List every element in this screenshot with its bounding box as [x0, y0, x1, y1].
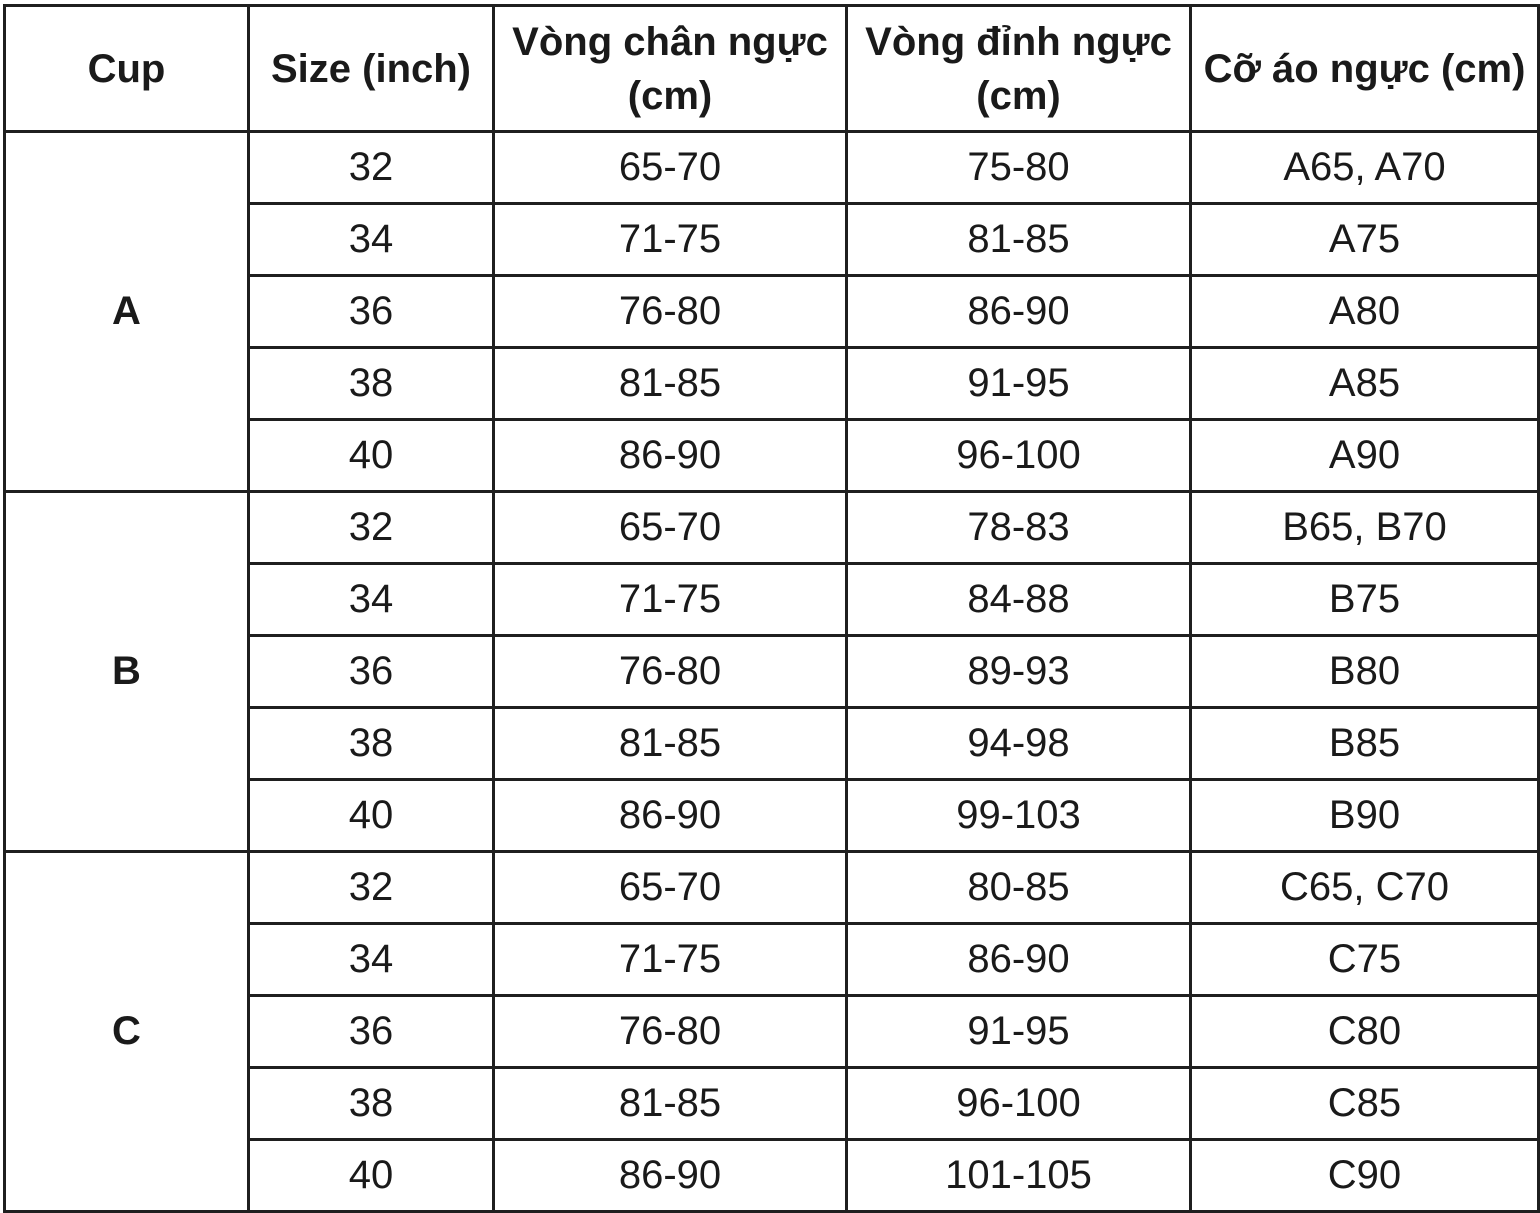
bra-size-cell: B80 — [1191, 636, 1539, 708]
size-cell: 40 — [249, 420, 494, 492]
size-cell: 34 — [249, 564, 494, 636]
bra-size-cell: C90 — [1191, 1140, 1539, 1212]
size-cell: 36 — [249, 996, 494, 1068]
bust-cell: 75-80 — [847, 132, 1191, 204]
size-cell: 40 — [249, 1140, 494, 1212]
bra-size-cell: A65, A70 — [1191, 132, 1539, 204]
bust-cell: 96-100 — [847, 420, 1191, 492]
size-cell: 38 — [249, 708, 494, 780]
header-underbust-line2: (cm) — [627, 73, 713, 118]
size-cell: 32 — [249, 132, 494, 204]
header-bust — [847, 6, 1191, 132]
underbust-cell: 65-70 — [494, 852, 847, 924]
size-cell: 32 — [249, 852, 494, 924]
bra-size-cell: A80 — [1191, 276, 1539, 348]
bra-size-cell: C85 — [1191, 1068, 1539, 1140]
size-cell: 36 — [249, 636, 494, 708]
size-cell: 34 — [249, 204, 494, 276]
bust-cell: 89-93 — [847, 636, 1191, 708]
table-header — [5, 6, 1539, 132]
size-cell: 40 — [249, 780, 494, 852]
underbust-cell: 71-75 — [494, 564, 847, 636]
cup-cell: B — [5, 492, 249, 852]
bra-size-table — [3, 4, 1540, 1213]
header-cup: Cup — [5, 6, 249, 132]
underbust-cell: 71-75 — [494, 924, 847, 996]
bust-cell: 80-85 — [847, 852, 1191, 924]
size-cell: 32 — [249, 492, 494, 564]
header-underbust-line1: Vòng chân ngực — [512, 19, 828, 64]
bra-size-cell: C80 — [1191, 996, 1539, 1068]
underbust-cell: 76-80 — [494, 636, 847, 708]
bra-size-cell: A90 — [1191, 420, 1539, 492]
bust-cell: 94-98 — [847, 708, 1191, 780]
bra-size-cell: C75 — [1191, 924, 1539, 996]
bra-size-cell: B85 — [1191, 708, 1539, 780]
bust-cell: 96-100 — [847, 1068, 1191, 1140]
underbust-cell: 86-90 — [494, 1140, 847, 1212]
bra-size-cell: B90 — [1191, 780, 1539, 852]
underbust-cell: 81-85 — [494, 708, 847, 780]
size-cell: 34 — [249, 924, 494, 996]
bust-cell: 99-103 — [847, 780, 1191, 852]
bust-cell: 101-105 — [847, 1140, 1191, 1212]
bra-size-cell: C65, C70 — [1191, 852, 1539, 924]
bust-cell: 91-95 — [847, 348, 1191, 420]
bust-cell: 84-88 — [847, 564, 1191, 636]
header-bust-line2: (cm) — [976, 73, 1061, 118]
underbust-cell: 65-70 — [494, 492, 847, 564]
bra-size-cell: A85 — [1191, 348, 1539, 420]
bra-size-cell: B65, B70 — [1191, 492, 1539, 564]
bust-cell: 86-90 — [847, 924, 1191, 996]
cup-cell: A — [5, 132, 249, 492]
underbust-cell: 76-80 — [494, 996, 847, 1068]
bust-cell: 86-90 — [847, 276, 1191, 348]
table-row — [5, 132, 1539, 204]
bust-cell: 81-85 — [847, 204, 1191, 276]
table-body — [5, 132, 1539, 1212]
size-cell: 38 — [249, 348, 494, 420]
bust-cell: 78-83 — [847, 492, 1191, 564]
header-row — [5, 6, 1539, 132]
bra-size-cell: B75 — [1191, 564, 1539, 636]
header-bra-size: Cỡ áo ngực (cm) — [1191, 6, 1539, 132]
cup-cell: C — [5, 852, 249, 1212]
underbust-cell: 81-85 — [494, 348, 847, 420]
underbust-cell: 81-85 — [494, 1068, 847, 1140]
underbust-cell: 76-80 — [494, 276, 847, 348]
header-bust-line1: Vòng đỉnh ngực — [865, 19, 1172, 64]
underbust-cell: 86-90 — [494, 780, 847, 852]
header-underbust — [494, 6, 847, 132]
bra-size-cell: A75 — [1191, 204, 1539, 276]
size-cell: 38 — [249, 1068, 494, 1140]
table-row — [5, 852, 1539, 924]
underbust-cell: 65-70 — [494, 132, 847, 204]
header-size: Size (inch) — [249, 6, 494, 132]
underbust-cell: 86-90 — [494, 420, 847, 492]
underbust-cell: 71-75 — [494, 204, 847, 276]
table-row — [5, 492, 1539, 564]
size-cell: 36 — [249, 276, 494, 348]
bust-cell: 91-95 — [847, 996, 1191, 1068]
